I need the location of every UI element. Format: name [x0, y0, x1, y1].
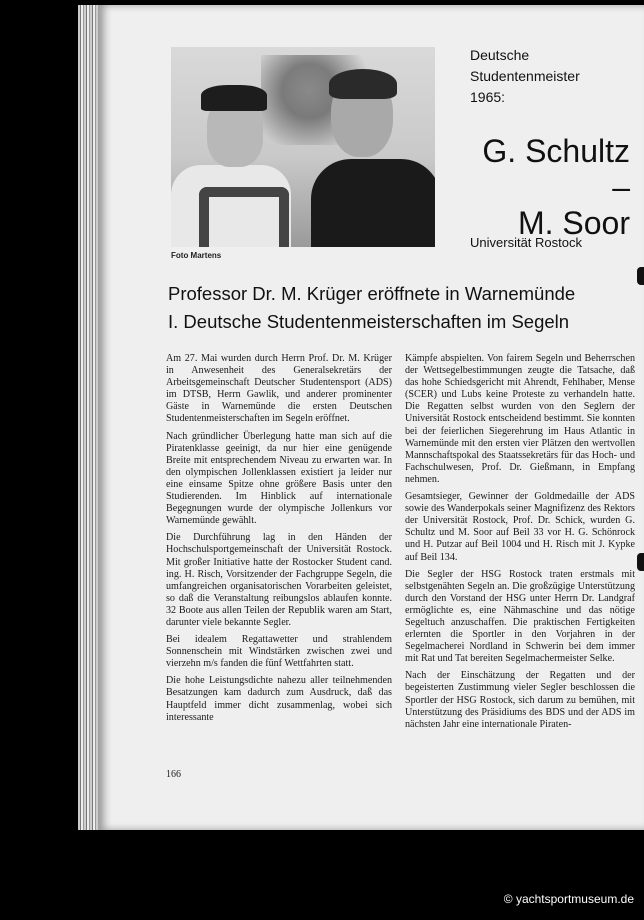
kicker-line-3: 1965:: [470, 89, 506, 105]
binder-hole: [637, 267, 644, 285]
winners-line-1: G. Schultz –: [482, 133, 630, 205]
article-column-left: [166, 353, 392, 729]
paragraph: Nach der Einschätzung der Regatten und der begeisterten Zustimmung vieler Segler beschlossen die Sportler der HSG Rostock, sich darum zu bemühen, mit Unterstützung des Präsidiums des BDS und der ADS im nächsten Jahr eine internationale Piraten-: [405, 670, 635, 730]
winners-line-2: M. Soor: [517, 205, 630, 241]
book-page-edges: [78, 5, 100, 830]
kicker-line-1: Deutsche: [470, 47, 530, 63]
paragraph: Die Durchführung lag in den Händen der Hochschulsportgemeinschaft der Universität Rostock. Mit großer Initiative hatte der Rostocker Student cand. ing. H. Risch, Vorsitzender der Fachgruppe Segeln, die umfangreichen organisatorischen Vorarbeiten geleistet, so daß die Veranstaltung reibungslos ablaufen konnte. 32 Boote aus allen Teilen der Republik waren am Start, darunter viele bekannte Segler.: [166, 532, 392, 628]
university-label: Universität Rostock: [470, 235, 582, 250]
article-title: [168, 280, 638, 336]
title-line-2: I. Deutsche Studentenmeisterschaften im Segeln: [168, 311, 570, 332]
kicker-line-2: Studentenmeister: [470, 68, 580, 84]
photo-person-left-cap: [201, 85, 267, 111]
watermark: © yachtsportmuseum.de: [503, 892, 634, 906]
photo-person-right-hair: [329, 69, 397, 99]
paragraph: Am 27. Mai wurden durch Herrn Prof. Dr. M. Krüger in Anwesenheit des Generalsekretärs der Arbeitsgemeinschaft Deutscher Studentensport (ADS) im DTSB, Herrn Gawlik, und anderer prominenter Gäste in Warnemünde die ersten Deutschen Studentenmeisterschaften im Segeln eröffnet.: [166, 353, 392, 425]
photo-person-left-overalls: [199, 187, 289, 247]
paragraph: Die Segler der HSG Rostock traten erstmals mit selbstgenähten Segeln an. Die großzügige Unterstützung durch den Vorstand der HSG unter Herrn Dr. Landgraf ermöglichte es, eine Nähmaschine und das nötige Segeltuch anzuschaffen. Die praktischen Fertigkeiten erlernten die Sportler in den Vorjahren in der Segelmacherei Nordland in Schwerin bei dem immer mit Rat und Tat bereiten Segelmachermeister Selke.: [405, 568, 635, 665]
winners-heading: [470, 133, 630, 241]
photo-person-right-body: [311, 159, 435, 247]
page-number: 166: [166, 769, 181, 780]
article-column-right: [405, 353, 635, 736]
paragraph: Bei idealem Regattawetter und strahlendem Sonnenschein mit Windstärken zwischen zwei und vierzehn m/s fanden die fünf Wettfahrten statt.: [166, 634, 392, 670]
binder-hole: [637, 553, 644, 571]
title-line-1: Professor Dr. M. Krüger eröffnete in Warnemünde: [168, 283, 576, 304]
kicker: [470, 45, 640, 108]
paragraph: Kämpfe abspielten. Von fairem Segeln und Beherrschen der Wettsegelbestimmungen zeugte die Tatsache, daß das hohe Schiedsgericht mit Ahrendt, Fehlhaber, Mense (SCER) und Lubs keine Proteste zu verhandeln hatte. Die Regatten selbst wurden von den Seglern der Universität Rostock entscheidend bestimmt. Sie konnten bei der feierlichen Siegerehrung im Haus Atlantic in Warnemünde mit den ersten vier Plätzen den wertvollen Mannschaftspokal des Staatssekretärs für das Hoch- und Fachschulwesen, Prof. Dr. Gießmann, in Empfang nehmen.: [405, 353, 635, 485]
paragraph: Nach gründlicher Überlegung hatte man sich auf die Piratenklasse geeinigt, da nur hier eine genügende Breite mit entsprechendem Niveau zu erwarten war. In den olympischen Jollenklassen existiert ja leider nur eine einsame Spitze ohne größere Basis unter den Studierenden. Im Hinblick auf internationale Begegnungen wurde der olympische Jollenkurs vor Warnemünde gewählt.: [166, 430, 392, 527]
paragraph: Die hohe Leistungsdichte nahezu aller teilnehmenden Besatzungen kam dadurch zum Ausdruck, daß das Hauptfeld immer dicht zusammenlag, wobei sich interessante: [166, 675, 392, 723]
photo-credit: Foto Martens: [171, 251, 222, 260]
magazine-page: [98, 5, 644, 830]
photo-sailors: [171, 47, 435, 247]
paragraph: Gesamtsieger, Gewinner der Goldmedaille der ADS sowie des Wanderpokals seiner Magnifizenz des Rektors der Universität Rostock, Prof. Dr. Schick, wurden G. Schultz und M. Soor auf Beil 33 vor H. G. Schönrock und H. Putzar auf Beil 1004 und H. Risch mit J. Kypke auf Beil 134.: [405, 491, 635, 563]
